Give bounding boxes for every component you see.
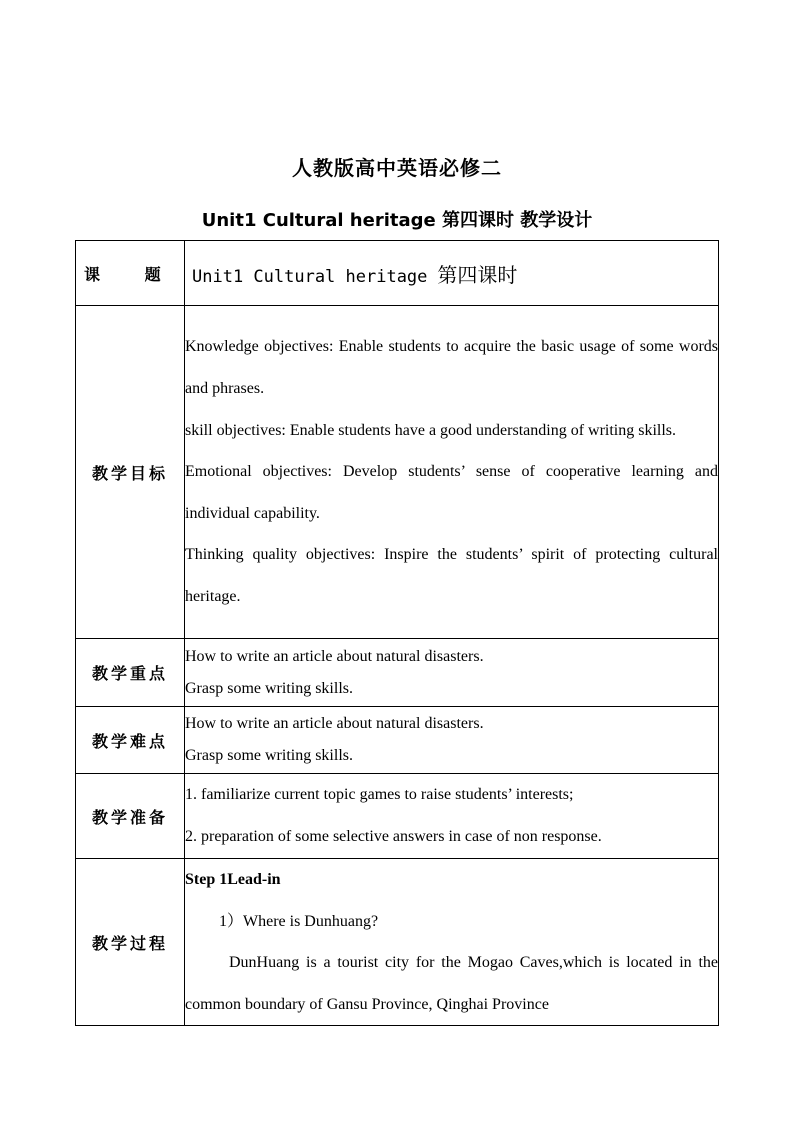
topic-label: 课 题 <box>76 241 185 306</box>
key-points-label: 教学重点 <box>76 639 185 707</box>
topic-english: Unit1 Cultural heritage <box>192 266 428 287</box>
objective-knowledge: Knowledge objectives: Enable students to acquire the basic usage of some words and phrases. <box>185 338 718 398</box>
difficulty-item: Grasp some writing skills. <box>185 747 353 764</box>
lead-in-paragraph: DunHuang is a tourist city for the Mogao Caves,which is located in the common boundary of Gansu Province, Qinghai Province <box>185 954 718 1013</box>
preparation-row <box>76 774 719 859</box>
step-title: Step 1Lead-in <box>185 871 281 888</box>
topic-row <box>76 241 719 306</box>
key-points-cell <box>185 639 719 707</box>
objective-thinking: Thinking quality objectives: Inspire the students’ spirit of protecting cultural heritage. <box>185 546 718 605</box>
lead-in-question: 1）Where is Dunhuang? <box>219 912 379 930</box>
process-label: 教学过程 <box>76 859 185 1026</box>
preparation-label: 教学准备 <box>76 774 185 859</box>
preparation-cell <box>185 774 719 859</box>
key-point-item: Grasp some writing skills. <box>185 679 353 697</box>
preparation-item: 2. preparation of some selective answers in case of non response. <box>185 828 602 845</box>
preparation-item: 1. familiarize current topic games to raise students’ interests; <box>185 786 574 803</box>
topic-chinese: 第四课时 <box>437 262 518 287</box>
difficulties-label: 教学难点 <box>76 707 185 774</box>
document-title: 人教版高中英语必修二 <box>292 156 502 180</box>
difficulties-cell <box>185 707 719 774</box>
process-cell <box>185 859 719 1026</box>
document-subtitle: Unit1 Cultural heritage 第四课时 教学设计 <box>201 210 593 231</box>
topic-cell <box>185 241 719 306</box>
difficulty-item: How to write an article about natural disasters. <box>185 715 484 732</box>
lesson-plan-table <box>75 240 719 1026</box>
key-point-item: How to write an article about natural disasters. <box>185 647 484 665</box>
key-points-row <box>76 639 719 707</box>
process-row <box>76 859 719 1026</box>
objectives-cell <box>185 306 719 639</box>
objective-emotional: Emotional objectives: Develop students’ sense of cooperative learning and individual capability. <box>185 463 718 522</box>
objectives-label: 教学目标 <box>76 306 185 639</box>
objective-skill: skill objectives: Enable students have a good understanding of writing skills. <box>185 421 677 439</box>
difficulties-row <box>76 707 719 774</box>
objectives-row <box>76 306 719 639</box>
